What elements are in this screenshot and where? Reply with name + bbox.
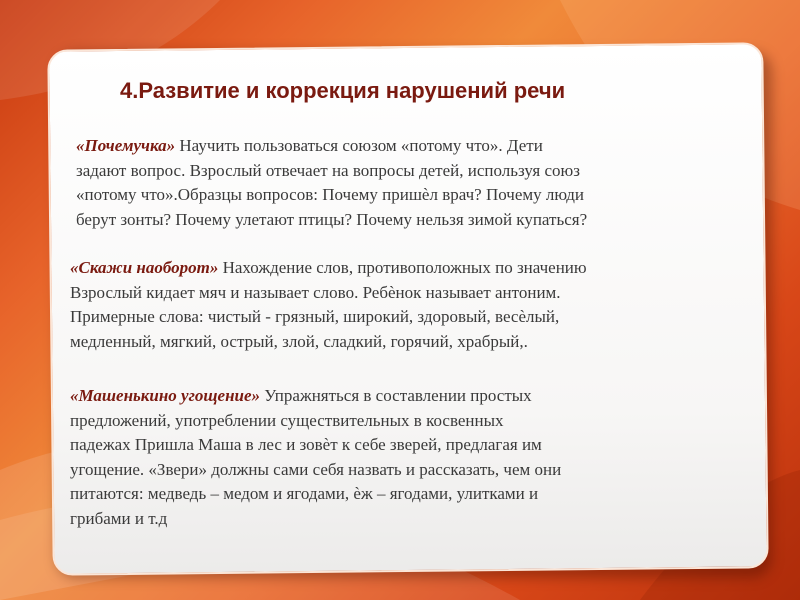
block-line: Примерные слова: чистый - грязный, широкий, здоровый, весѐлый, [70,307,560,327]
game-title: «Скажи наоборот» [70,258,219,277]
slide-title: 4.Развитие и коррекция нарушений речи [120,78,566,103]
block-line: задают вопрос. Взрослый отвечает на вопросы детей, используя союз [76,160,580,180]
block-line: медленный, мягкий, острый, злой, сладкий, горячий, храбрый,. [70,331,528,351]
game-block-mashenkino-ugoshchenie [70,384,710,532]
block-line: предложений, употреблении существительных в косвенных [70,410,504,430]
block-text: Упражняться в составлении простых [260,386,532,405]
game-block-skazhi-naoborot [70,256,760,354]
game-title: «Почемучка» [76,136,176,155]
game-block-pochemuchka [76,134,756,232]
block-line: грибами и т.д [70,508,168,528]
block-line: питаются: медведь – медом и ягодами, ѐж – ягодами, улитками и [70,484,539,504]
block-line: угощение. «Звери» должны сами себя назвать и рассказать, чем они [70,459,562,479]
block-text: Нахождение слов, противоположных по значению [218,258,587,277]
block-text: Научить пользоваться союзом «потому что». Дети [175,136,543,155]
block-line [76,134,756,159]
block-line: «потому что».Образцы вопросов: Почему пришѐл врач? Почему люди [76,185,584,205]
block-line: падежах Пришла Маша в лес и зовѐт к себе зверей, предлагая им [70,435,542,455]
block-line: берут зонты? Почему улетают птицы? Почему нельзя зимой купаться? [76,209,588,229]
block-line [70,384,710,409]
game-title: «Машенькино угощение» [70,386,261,405]
block-line: Взрослый кидает мяч и называет слово. Ребѐнок называет антоним. [70,282,561,302]
block-line [70,256,760,281]
